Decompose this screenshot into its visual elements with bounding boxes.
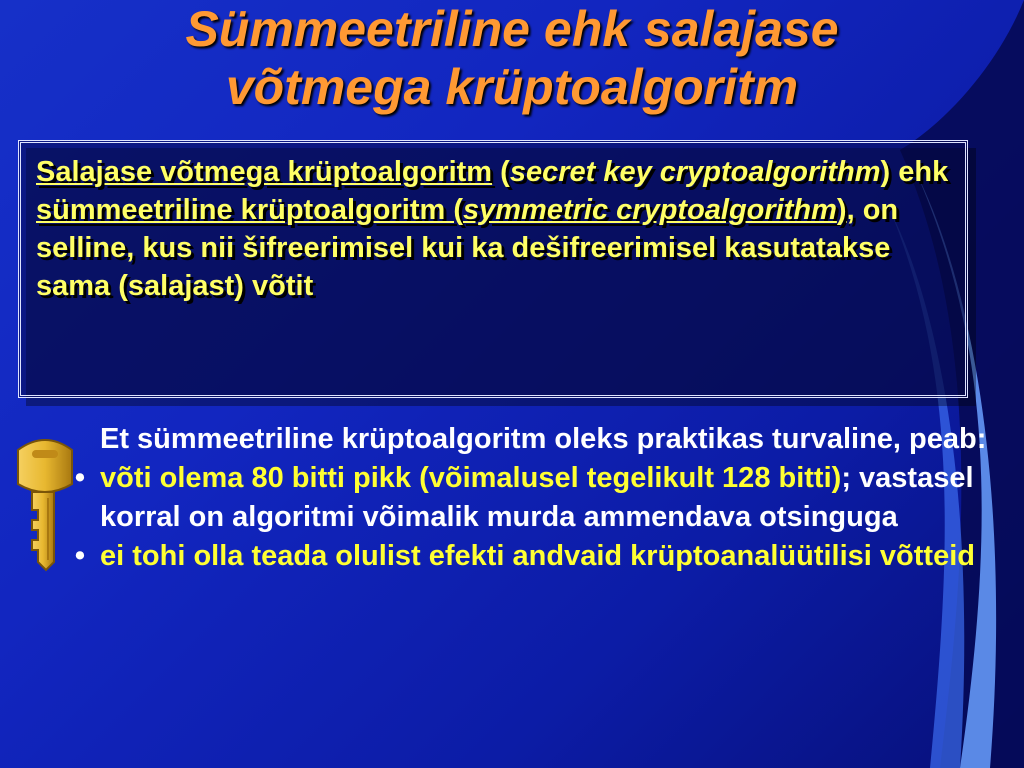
slide-title <box>0 0 1024 116</box>
bullet-1-highlight: võti olema 80 bitti pikk (võimalusel tegelikult 128 bitti) <box>100 462 842 494</box>
def-term-estonian: Salajase võtmega krüptoalgoritm <box>36 156 493 188</box>
bullet-marker: • <box>74 540 86 572</box>
bullet-1-rest: ; vastasel korral on algoritmi võimalik murda ammendava otsinguga <box>100 462 974 533</box>
body-text <box>60 420 1020 576</box>
bullet-marker: • <box>74 462 86 494</box>
def-paren-close: ) <box>836 194 847 226</box>
def-paren-open: ( <box>492 156 510 188</box>
def-term2-estonian: sümmeetriline krüptoalgoritm ( <box>36 194 464 226</box>
def-connector: ) ehk <box>880 156 949 188</box>
definition-text <box>36 153 956 305</box>
def-rest: , on selline, kus nii šifreerimisel kui ka dešifreerimisel kasutatakse sama (salajast) võtit <box>36 194 899 302</box>
def-term-english: secret key cryptoalgorithm <box>509 156 881 188</box>
bullet-item-2 <box>60 537 1020 576</box>
bullet-2-text: ei tohi olla teada olulist efekti andvaid krüptoanalüütilisi võtteid <box>100 540 975 572</box>
title-line-2: võtmega krüptoalgoritm <box>225 59 799 115</box>
title-line-1: Sümmeetriline ehk salajase <box>185 1 839 57</box>
def-term2-english: symmetric cryptoalgorithm <box>463 194 837 226</box>
intro-paragraph: Et sümmeetriline krüptoalgoritm oleks praktikas turvaline, peab: <box>100 423 987 455</box>
bullet-item-1 <box>60 459 1020 537</box>
definition-box <box>18 140 968 398</box>
